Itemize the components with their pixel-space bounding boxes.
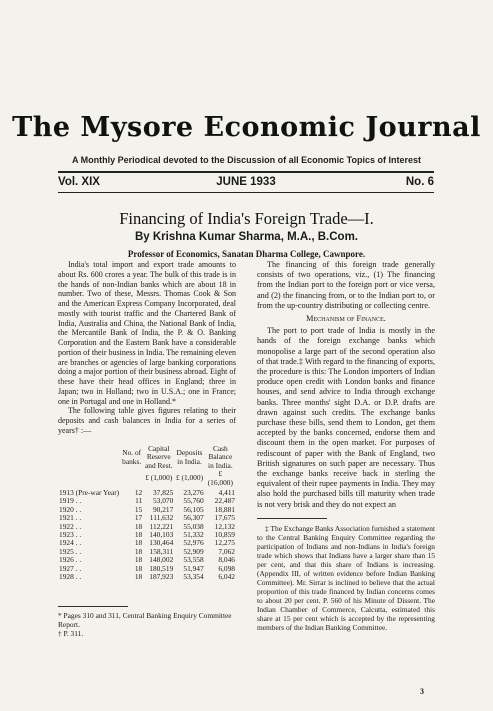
footnote-2: † P. 311. xyxy=(58,629,84,638)
table-cell: 53,354 xyxy=(183,572,204,582)
right-paragraph-1: The financing of this foreign trade generally consists of two operations, viz., (1) The financing from the Indian port to the foreign port or vice versa, and (2) the financing from, or to the Indian port to, or from the up-country distributing or collecting centre. xyxy=(257,260,435,310)
table-cell: 17 xyxy=(134,513,143,523)
article-author: By Krishna Kumar Sharma, M.A., B.Com. xyxy=(134,231,359,243)
volume-label: Vol. XIX xyxy=(58,176,100,188)
table-cell: 56,105 xyxy=(183,504,204,514)
table-cell: 23,276 xyxy=(183,488,204,498)
deposits-table xyxy=(58,445,236,582)
table-cell: 148,002 xyxy=(149,555,174,565)
table-cell: 12,275 xyxy=(214,538,235,548)
left-paragraph-2: The following table gives figures relating to their deposits and cash balances in India for a series of years† :— xyxy=(58,406,236,436)
issue-line xyxy=(58,176,434,192)
table-header xyxy=(58,445,120,470)
table-row xyxy=(58,556,236,564)
left-column xyxy=(58,260,236,436)
table-cell: 22,487 xyxy=(214,496,235,506)
footnote-rule xyxy=(58,606,128,607)
table-cell: 55,760 xyxy=(183,496,204,506)
journal-subtitle: A Monthly Periodical devoted to the Discussion of all Economic Topics of Interest xyxy=(71,155,422,165)
table-row xyxy=(58,506,236,514)
table-cell: 180,519 xyxy=(149,563,174,573)
table-row xyxy=(58,539,236,547)
table-cell: 18 xyxy=(134,530,143,540)
issue-number: No. 6 xyxy=(405,176,434,188)
table-cell: 18,881 xyxy=(214,504,235,514)
table-header: Capital Reserve and Rest. xyxy=(144,444,173,470)
table-cell: 12,132 xyxy=(214,521,235,531)
table-cell: 130,464 xyxy=(149,538,174,548)
table-cell: 18 xyxy=(134,572,143,582)
table-cell: 1926 . . xyxy=(59,555,82,565)
table-header-row xyxy=(58,445,236,470)
table-cell: 53,070 xyxy=(152,496,174,506)
table-unit xyxy=(58,470,120,489)
journal-title: The Mysore Economic Journal xyxy=(12,112,481,143)
left-paragraph-1: India's total import and export trade amounts to about Rs. 600 crores a year. The bulk of this trade is in the hands of non-Indian banks which are about 18 in number. Two of these, Messrs. Thomas Cook & Son and the American Express Company Incorporated, deal mostly with tourist traffic and the Chartered Bank of India, Australia and China, the National Bank of India, the Mercantile Bank of India, the P. & O. Banking Corporation and the Eastern Bank have a considerable portion of their business in India. The remaining eleven are branches or agencies of large banking corporations doing a major portion of their business abroad. Eight of these have their head offices in England; three in Japan; two in Holland; two in U.S.A.; one in France; one in Portugal and one in Holland.* xyxy=(58,260,236,406)
right-footnote: ‡ The Exchange Banks Association furnished a statement to the Central Banking Enquiry Committee regarding the participation of Indians and non-Indians in India's foreign trade which shows that Indians have a larger share than 15 per cent, and that this share of Indians is increasing. (Appendix III, of written evidence before Indian Banking Committee). Mr. Sirrar is inclined to believe that the actual proportion of this trade financed by Indian concerns comes to about 20 per cent. P. 560 of his Minute of Dissent. The Indian Chamber of Commerce, Calcutta, estimated this share at 15 per cent which is accepted by the representing members of the Indian Banking Committee. xyxy=(257,523,435,632)
right-column xyxy=(257,260,435,632)
table-cell: 1921 . . xyxy=(59,513,82,523)
table-cell: 1913 (Pre-war Year) xyxy=(59,488,120,498)
bottom-rule xyxy=(58,192,434,193)
table-cell: 51,947 xyxy=(183,563,204,573)
table-cell: 158,311 xyxy=(149,546,174,556)
page-number: 3 xyxy=(420,687,424,696)
table-cell: 18 xyxy=(134,563,143,573)
table-header: Cash Balance in India. xyxy=(208,444,233,470)
table-unit xyxy=(120,470,143,489)
table-cell: 187,923 xyxy=(149,572,174,582)
table-header: Deposits in India. xyxy=(176,448,203,466)
article-title: Financing of India's Foreign Trade—I. xyxy=(119,209,374,228)
table-cell: 1927 . . xyxy=(59,563,82,573)
table-row xyxy=(58,489,236,497)
right-paragraph-2: The port to port trade of India is mostly in the hands of the foreign exchange banks which monopolise a large part of the second operation also of that trade.‡ With regard to the financing of exports, the procedure is this: The London importers of Indian produce open credit with London banks and finance houses, and send advice to India through exchange banks. Three months' sight D.A. or D.P. drafts are drawn against such credits. The exchange banks purchase these bills, send them to London, get them accepted by the banks concerned, endorse them and discount them in the open market. For purposes of rediscount of paper with the Bank of England, two British signatures on such paper are necessary. Thus the exchange banks receive back in sterling the equivalent of their rupee payments in India. They may also hold the purchased bills till maturity when trade is not very brisk and they do not expect an xyxy=(257,326,435,509)
table-cell: 112,221 xyxy=(149,521,174,531)
table-cell: 1922 . . xyxy=(59,521,82,531)
table-cell: 37,825 xyxy=(152,488,174,498)
table-cell: 18 xyxy=(134,521,143,531)
table-cell: 8,046 xyxy=(218,555,235,565)
table-unit: £ (16,000) xyxy=(207,469,233,487)
table-cell: 15 xyxy=(134,504,143,514)
table-cell: 7,062 xyxy=(218,546,235,556)
issue-date: JUNE 1933 xyxy=(216,176,276,188)
table-cell: 1923 . . xyxy=(59,530,82,540)
table-row xyxy=(58,573,236,581)
footnote-1: * Pages 310 and 311, Central Banking Enquiry Committee Report. xyxy=(58,611,232,629)
table-units-row xyxy=(58,470,236,489)
left-footnotes xyxy=(58,606,236,638)
table-cell: 51,332 xyxy=(183,530,204,540)
table-cell: 52,909 xyxy=(183,546,204,556)
table-cell: 53,558 xyxy=(183,555,204,565)
table-cell: 1928 . . xyxy=(59,572,82,582)
table-row xyxy=(58,565,236,573)
table-cell: 18 xyxy=(134,555,143,565)
table-cell: 140,103 xyxy=(149,530,174,540)
table-unit: £ (1,000) xyxy=(145,473,173,483)
table-row xyxy=(58,497,236,505)
section-heading: Mechanism of Finance. xyxy=(306,314,386,324)
table-cell: 1924 . . xyxy=(59,538,82,548)
footnote-rule xyxy=(257,518,327,519)
table-cell: 11 xyxy=(135,496,143,506)
table-cell: 6,042 xyxy=(218,572,235,582)
table-cell: 17,675 xyxy=(214,513,235,523)
table-cell: 55,038 xyxy=(183,521,204,531)
table-cell: 10,859 xyxy=(214,530,235,540)
table-cell: 6,098 xyxy=(218,563,235,573)
table-cell: 1920 . . xyxy=(59,504,82,514)
table-row xyxy=(58,514,236,522)
table-cell: 111,632 xyxy=(149,513,174,523)
top-rule xyxy=(58,171,434,173)
table-cell: 90,217 xyxy=(152,504,174,514)
table-row xyxy=(58,523,236,531)
table-cell: 1925 . . xyxy=(59,546,82,556)
table-cell: 18 xyxy=(134,538,143,548)
table-cell: 4,411 xyxy=(218,488,235,498)
table-cell: 1919 . . xyxy=(59,496,82,506)
table-cell: 56,307 xyxy=(183,513,204,523)
table-row xyxy=(58,531,236,539)
table-row xyxy=(58,548,236,556)
table-cell: 12 xyxy=(134,488,143,498)
table-cell: 18 xyxy=(134,546,143,556)
table-unit: £ (1,000) xyxy=(175,473,204,483)
article-affiliation: Professor of Economics, Sanatan Dharma College, Cawnpore. xyxy=(127,249,366,259)
table-cell: 52,976 xyxy=(183,538,204,548)
table-header: No. of banks. xyxy=(122,448,142,466)
